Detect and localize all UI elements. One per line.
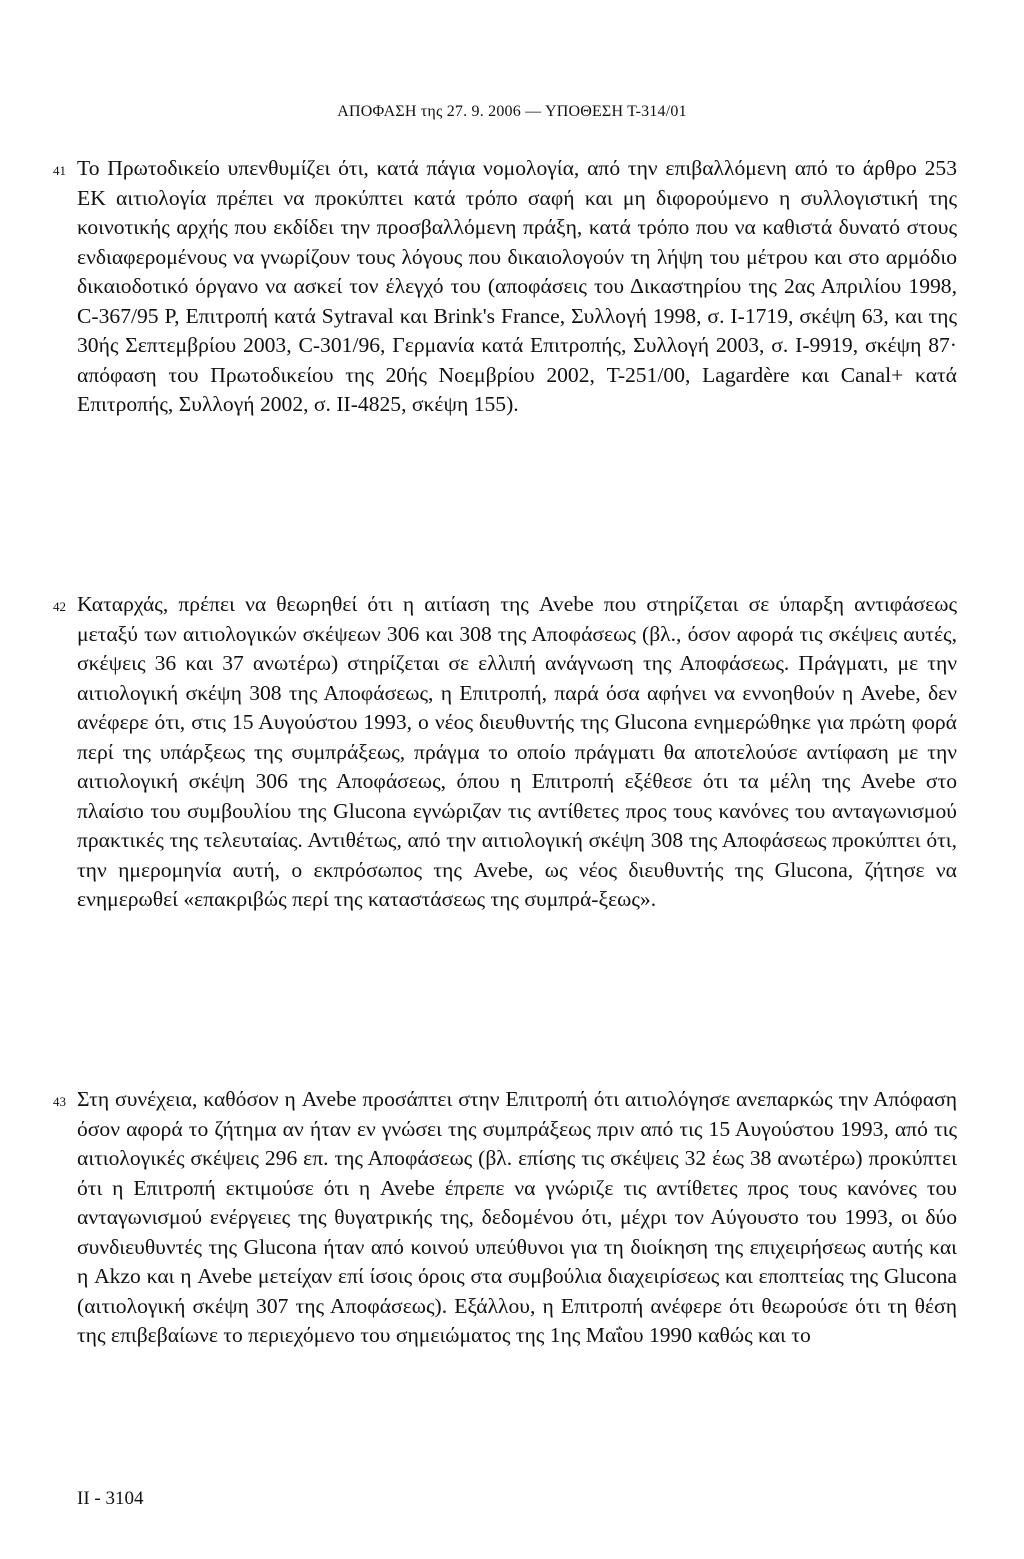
- page-number: II - 3104: [77, 1488, 144, 1509]
- paragraph-text: Το Πρωτοδικείο υπενθυμίζει ότι, κατά πάγια νομολογία, από την επιβαλλόμενη από το άρθρο 253 ΕΚ αιτιολογία πρέπει να προκύπτει κατά τρόπο σαφή και μη διφορούμενο η συλλογιστική της κοινοτικής αρχής που εκδίδει την προσβαλλόμενη πράξη, κατά τρόπο που να καθιστά δυνατό στους ενδιαφερομένους να γνωρίζουν τους λόγους που δικαιολογούν τη λήψη του μέτρου και στο αρμόδιο δικαιοδοτικό όργανο να ασκεί τον έλεγχό του (αποφάσεις του Δικαστηρίου της 2ας Απριλίου 1998, C-367/95 P, Επιτροπή κατά Sytraval και Brink's France, Συλλογή 1998, σ. I-1719, σκέψη 63, και της 30ής Σεπτεμβρίου 2003, C-301/96, Γερμανία κατά Επιτροπής, Συλλογή 2003, σ. I-9919, σκέψη 87· απόφαση του Πρωτοδικείου της 20ής Νοεμβρίου 2002, T-251/00, Lagardère και Canal+ κατά Επιτροπής, Συλλογή 2002, σ. II-4825, σκέψη 155).: [77, 156, 957, 416]
- paragraph-text: Στη συνέχεια, καθόσον η Avebe προσάπτει στην Επιτροπή ότι αιτιολόγησε ανεπαρκώς την Απόφαση όσον αφορά το ζήτημα αν ήταν εν γνώσει της συμπράξεως πριν από τις 15 Αυγούστου 1993, από τις αιτιολογικές σκέψεις 296 επ. της Αποφάσεως (βλ. επίσης τις σκέψεις 32 έως 38 ανωτέρω) προκύπτει ότι η Επιτροπή εκτιμούσε ότι η Avebe έπρεπε να γνώριζε τις αντίθετες προς τους κανόνες του ανταγωνισμού ενέργειες της θυγατρικής της, δεδομένου ότι, μέχρι τον Αύγουστο του 1993, οι δύο συνδιευθυντές της Glucona ήταν από κοινού υπεύθυνοι για τη διοίκηση της επιχειρήσεως αυτής και η Akzo και η Avebe μετείχαν επί ίσοις όροις στα συμβούλια διαχειρίσεως και εποπτείας της Glucona (αιτιολογική σκέψη 307 της Αποφάσεως). Εξάλλου, η Επιτροπή ανέφερε ότι θεωρούσε ότι τη θέση της επιβεβαίωνε το περιεχόμενο του σημειώματος της 1ης Μαΐου 1990 καθώς και το: [77, 1087, 957, 1347]
- paragraph-number: 41: [53, 163, 66, 178]
- running-header: ΑΠΟΦΑΣΗ της 27. 9. 2006 — ΥΠΟΘΕΣΗ Τ-314/01: [337, 103, 687, 120]
- paragraph-number: 43: [53, 1094, 66, 1109]
- paragraph-text: Καταρχάς, πρέπει να θεωρηθεί ότι η αιτίαση της Avebe που στηρίζεται σε ύπαρξη αντιφάσεως μεταξύ των αιτιολογικών σκέψεων 306 και 308 της Αποφάσεως (βλ., όσον αφορά τις σκέψεις αυτές, σκέψεις 36 και 37 ανωτέρω) στηρίζεται σε ελλιπή ανάγνωση της Αποφάσεως. Πράγματι, με την αιτιολογική σκέψη 308 της Αποφάσεως, η Επιτροπή, παρά όσα αφήνει να εννοηθούν η Avebe, δεν ανέφερε ότι, στις 15 Αυγούστου 1993, ο νέος διευθυντής της Glucona ενημερώθηκε για πρώτη φορά περί της υπάρξεως της συμπράξεως, πράγμα το οποίο πράγματι θα αποτελούσε αντίφαση με την αιτιολογική σκέψη 306 της Αποφάσεως, όπου η Επιτροπή εξέθεσε ότι τα μέλη της Avebe στο πλαίσιο του συμβουλίου της Glucona εγνώριζαν τις αντίθετες προς τους κανόνες του ανταγωνισμού πρακτικές της τελευταίας. Αντιθέτως, από την αιτιολογική σκέψη 308 της Αποφάσεως προκύπτει ότι, την ημερομηνία αυτή, ο εκπρόσωπος της Avebe, ως νέος διευθυντής της Glucona, ζήτησε να ενημερωθεί «επακριβώς περί της καταστάσεως της συμπρά-ξεως».: [77, 592, 957, 911]
- paragraph-number: 42: [53, 599, 66, 614]
